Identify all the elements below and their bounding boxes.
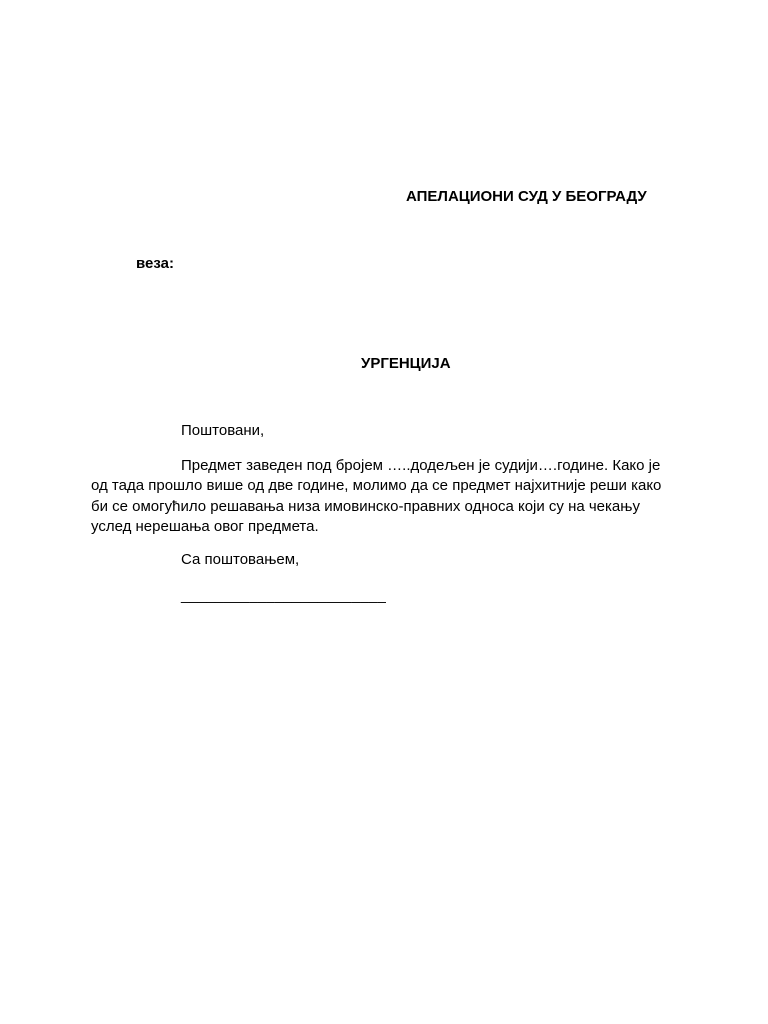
greeting: Поштовани,: [181, 422, 265, 439]
signature-line: ________________________: [181, 587, 387, 604]
letter-title: УРГЕНЦИЈА: [361, 355, 451, 372]
reference-label: веза:: [136, 255, 174, 272]
recipient-court: АПЕЛАЦИОНИ СУД У БЕОГРАДУ: [406, 188, 647, 205]
letter-body: Предмет заведен под бројем …..додељен је судији….године. Како је од тада прошло више од две године, молимо да се предмет најхитније реши како би се омогућило решавања низа имовинско-правних односа који су на чекању услед нерешања овог предмета.: [91, 457, 662, 535]
closing: Са поштовањем,: [181, 551, 300, 568]
